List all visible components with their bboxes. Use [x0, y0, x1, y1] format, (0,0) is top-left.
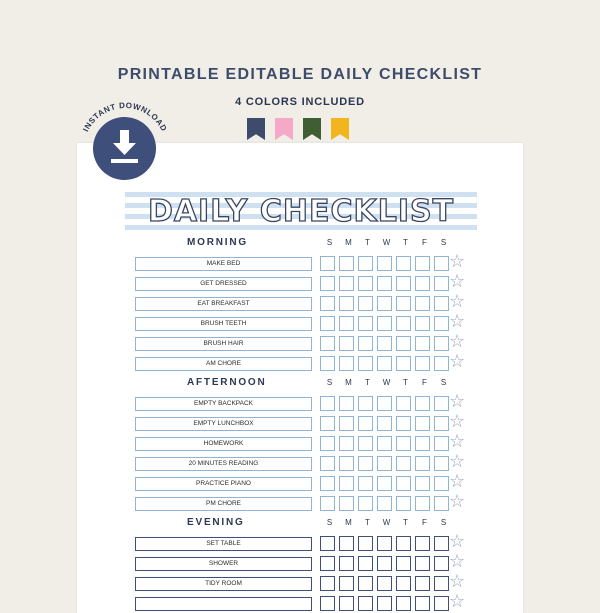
day-checkbox[interactable]	[434, 436, 449, 451]
day-checkbox[interactable]	[396, 396, 411, 411]
star-icon[interactable]: ☆	[449, 351, 466, 372]
task-row	[77, 551, 523, 572]
day-checkbox[interactable]	[377, 276, 392, 291]
day-checkboxes	[320, 296, 453, 311]
day-checkbox[interactable]	[320, 536, 335, 551]
day-checkboxes	[320, 316, 453, 331]
day-checkbox[interactable]	[339, 436, 354, 451]
day-checkbox[interactable]	[396, 456, 411, 471]
day-checkbox[interactable]	[377, 416, 392, 431]
day-checkbox[interactable]	[339, 596, 354, 611]
headline: PRINTABLE EDITABLE DAILY CHECKLIST	[117, 66, 483, 83]
day-checkbox[interactable]	[396, 336, 411, 351]
day-checkbox[interactable]	[339, 476, 354, 491]
day-checkbox[interactable]	[339, 296, 354, 311]
star-icon[interactable]: ☆	[449, 251, 466, 272]
day-checkbox[interactable]	[320, 596, 335, 611]
day-label: S	[326, 378, 333, 387]
day-checkbox[interactable]	[339, 256, 354, 271]
day-checkbox[interactable]	[415, 556, 430, 571]
day-checkbox[interactable]	[377, 536, 392, 551]
day-checkbox[interactable]	[320, 576, 335, 591]
day-checkbox[interactable]	[320, 436, 335, 451]
day-label: M	[345, 238, 352, 247]
day-label: S	[440, 518, 447, 527]
day-checkbox[interactable]	[377, 496, 392, 511]
task-field[interactable]: EMPTY BACKPACK	[135, 397, 312, 411]
day-checkboxes	[320, 496, 453, 511]
day-checkboxes	[320, 436, 453, 451]
checklist-sheet	[77, 143, 523, 613]
day-checkbox[interactable]	[320, 396, 335, 411]
day-checkbox[interactable]	[358, 576, 373, 591]
day-label: T	[403, 518, 408, 527]
sheet-title: DAILY CHECKLIST	[147, 194, 455, 229]
day-checkbox[interactable]	[339, 336, 354, 351]
day-checkbox[interactable]	[434, 496, 449, 511]
star-icon[interactable]: ☆	[449, 491, 466, 512]
day-checkbox[interactable]	[396, 576, 411, 591]
day-checkbox[interactable]	[377, 256, 392, 271]
day-checkbox[interactable]	[358, 356, 373, 371]
day-checkbox[interactable]	[434, 596, 449, 611]
day-checkbox[interactable]	[320, 256, 335, 271]
task-row	[77, 411, 523, 432]
day-checkboxes	[320, 476, 453, 491]
task-field[interactable]: HOMEWORK	[135, 437, 312, 451]
day-checkbox[interactable]	[358, 276, 373, 291]
task-field[interactable]: BRUSH HAIR	[135, 337, 312, 351]
day-label: M	[345, 378, 352, 387]
star-icon[interactable]: ☆	[449, 311, 466, 332]
day-checkbox[interactable]	[339, 396, 354, 411]
instant-download-arc	[70, 94, 180, 204]
day-checkbox[interactable]	[339, 536, 354, 551]
day-checkbox[interactable]	[339, 456, 354, 471]
task-row	[77, 331, 523, 352]
day-checkbox[interactable]	[377, 336, 392, 351]
day-label: W	[382, 238, 391, 247]
day-label: W	[382, 378, 391, 387]
task-row	[77, 491, 523, 512]
day-checkbox[interactable]	[415, 276, 430, 291]
swatch-navy	[247, 118, 265, 140]
day-checkbox[interactable]	[396, 276, 411, 291]
day-checkboxes	[320, 396, 453, 411]
day-checkbox[interactable]	[320, 496, 335, 511]
day-checkbox[interactable]	[358, 496, 373, 511]
day-label: M	[345, 518, 352, 527]
day-label: F	[422, 238, 427, 247]
day-checkbox[interactable]	[434, 416, 449, 431]
star-icon[interactable]: ☆	[449, 591, 466, 612]
day-checkboxes	[320, 416, 453, 431]
day-checkbox[interactable]	[434, 476, 449, 491]
star-icon[interactable]: ☆	[449, 431, 466, 452]
star-icon[interactable]: ☆	[449, 571, 466, 592]
task-row	[77, 351, 523, 372]
day-checkbox[interactable]	[415, 436, 430, 451]
day-checkbox[interactable]	[415, 536, 430, 551]
task-row	[77, 391, 523, 412]
day-header	[320, 378, 453, 387]
day-checkbox[interactable]	[358, 256, 373, 271]
task-field[interactable]: SET TABLE	[135, 537, 312, 551]
day-checkboxes	[320, 556, 453, 571]
day-checkbox[interactable]	[415, 356, 430, 371]
task-field[interactable]: EMPTY LUNCHBOX	[135, 417, 312, 431]
day-checkbox[interactable]	[434, 456, 449, 471]
day-checkbox[interactable]	[415, 396, 430, 411]
day-checkbox[interactable]	[396, 416, 411, 431]
day-checkboxes	[320, 276, 453, 291]
day-label: S	[326, 238, 333, 247]
day-checkbox[interactable]	[320, 556, 335, 571]
day-checkbox[interactable]	[358, 476, 373, 491]
task-field[interactable]: PM CHORE	[135, 497, 312, 511]
day-checkbox[interactable]	[377, 436, 392, 451]
star-icon[interactable]: ☆	[449, 331, 466, 352]
day-checkbox[interactable]	[415, 576, 430, 591]
day-checkboxes	[320, 356, 453, 371]
day-checkbox[interactable]	[396, 356, 411, 371]
star-icon[interactable]: ☆	[449, 391, 466, 412]
day-checkbox[interactable]	[377, 456, 392, 471]
day-label: S	[326, 518, 333, 527]
colors-subtitle: 4 COLORS INCLUDED	[235, 96, 365, 108]
day-checkbox[interactable]	[358, 336, 373, 351]
day-checkbox[interactable]	[396, 436, 411, 451]
day-checkbox[interactable]	[434, 296, 449, 311]
day-checkbox[interactable]	[415, 456, 430, 471]
day-checkbox[interactable]	[358, 396, 373, 411]
day-checkbox[interactable]	[415, 316, 430, 331]
task-field[interactable]: TIDY ROOM	[135, 577, 312, 591]
day-checkbox[interactable]	[377, 596, 392, 611]
task-field[interactable]: EAT BREAKFAST	[135, 297, 312, 311]
day-checkbox[interactable]	[320, 316, 335, 331]
task-row	[77, 311, 523, 332]
star-icon[interactable]: ☆	[449, 551, 466, 572]
day-checkbox[interactable]	[377, 356, 392, 371]
day-checkbox[interactable]	[396, 536, 411, 551]
day-checkbox[interactable]	[415, 596, 430, 611]
day-checkbox[interactable]	[434, 336, 449, 351]
day-checkbox[interactable]	[396, 556, 411, 571]
star-icon[interactable]: ☆	[449, 531, 466, 552]
task-row	[77, 431, 523, 452]
day-checkbox[interactable]	[377, 576, 392, 591]
day-checkbox[interactable]	[377, 396, 392, 411]
task-field[interactable]: MAKE BED	[135, 257, 312, 271]
star-icon[interactable]: ☆	[449, 271, 466, 292]
task-row	[77, 471, 523, 492]
day-checkbox[interactable]	[358, 536, 373, 551]
day-checkbox[interactable]	[415, 256, 430, 271]
day-checkbox[interactable]	[339, 496, 354, 511]
day-checkbox[interactable]	[339, 556, 354, 571]
task-row	[77, 591, 523, 612]
day-checkbox[interactable]	[320, 296, 335, 311]
day-checkbox[interactable]	[320, 476, 335, 491]
task-row	[77, 271, 523, 292]
day-label: T	[403, 378, 408, 387]
day-checkbox[interactable]	[434, 276, 449, 291]
day-checkbox[interactable]	[339, 276, 354, 291]
day-checkbox[interactable]	[358, 456, 373, 471]
day-label: S	[440, 378, 447, 387]
task-row	[77, 451, 523, 472]
svg-text:INSTANT DOWNLOAD	[81, 101, 168, 133]
badge-label: INSTANT DOWNLOAD	[81, 100, 169, 134]
day-checkbox[interactable]	[434, 356, 449, 371]
day-checkbox[interactable]	[339, 416, 354, 431]
task-field[interactable]: BRUSH TEETH	[135, 317, 312, 331]
swatch-green	[303, 118, 321, 140]
day-label: T	[365, 238, 370, 247]
star-icon[interactable]: ☆	[449, 451, 466, 472]
day-checkbox[interactable]	[415, 476, 430, 491]
day-checkbox[interactable]	[358, 596, 373, 611]
day-checkbox[interactable]	[434, 256, 449, 271]
day-checkbox[interactable]	[377, 316, 392, 331]
day-checkbox[interactable]	[415, 496, 430, 511]
day-checkbox[interactable]	[320, 356, 335, 371]
day-checkbox[interactable]	[339, 316, 354, 331]
day-header	[320, 238, 453, 247]
day-label: F	[422, 518, 427, 527]
day-checkboxes	[320, 596, 453, 611]
day-label: W	[382, 518, 391, 527]
day-checkbox[interactable]	[396, 596, 411, 611]
day-checkboxes	[320, 576, 453, 591]
swatch-pink	[275, 118, 293, 140]
day-checkbox[interactable]	[358, 416, 373, 431]
swatch-yellow	[331, 118, 349, 140]
day-label: T	[365, 378, 370, 387]
day-checkboxes	[320, 456, 453, 471]
task-field[interactable]: AM CHORE	[135, 357, 312, 371]
section-label: AFTERNOON	[187, 377, 267, 388]
task-row	[77, 571, 523, 592]
day-checkbox[interactable]	[396, 296, 411, 311]
day-checkbox[interactable]	[434, 536, 449, 551]
day-label: T	[403, 238, 408, 247]
day-checkbox[interactable]	[320, 276, 335, 291]
day-checkbox[interactable]	[339, 356, 354, 371]
day-checkbox[interactable]	[396, 256, 411, 271]
task-field[interactable]: SHOWER	[135, 557, 312, 571]
section-label: EVENING	[187, 517, 245, 528]
task-row	[77, 251, 523, 272]
day-checkbox[interactable]	[396, 476, 411, 491]
task-field[interactable]: 20 MINUTES READING	[135, 457, 312, 471]
day-checkbox[interactable]	[377, 476, 392, 491]
day-checkbox[interactable]	[415, 296, 430, 311]
task-row	[77, 291, 523, 312]
day-checkbox[interactable]	[434, 556, 449, 571]
day-checkbox[interactable]	[339, 576, 354, 591]
day-checkbox[interactable]	[396, 496, 411, 511]
day-checkbox[interactable]	[320, 336, 335, 351]
day-checkbox[interactable]	[396, 316, 411, 331]
day-checkbox[interactable]	[358, 296, 373, 311]
task-field[interactable]	[135, 597, 312, 611]
day-checkboxes	[320, 256, 453, 271]
star-icon[interactable]: ☆	[449, 411, 466, 432]
day-checkbox[interactable]	[320, 416, 335, 431]
day-checkbox[interactable]	[320, 456, 335, 471]
day-checkbox[interactable]	[358, 436, 373, 451]
task-field[interactable]: GET DRESSED	[135, 277, 312, 291]
task-row	[77, 531, 523, 552]
day-label: T	[365, 518, 370, 527]
day-label: F	[422, 378, 427, 387]
day-checkbox[interactable]	[415, 416, 430, 431]
star-icon[interactable]: ☆	[449, 291, 466, 312]
day-checkbox[interactable]	[434, 576, 449, 591]
day-checkbox[interactable]	[358, 316, 373, 331]
color-swatches	[247, 118, 349, 140]
section-label: MORNING	[187, 237, 248, 248]
day-label: S	[440, 238, 447, 247]
day-checkbox[interactable]	[434, 396, 449, 411]
day-header	[320, 518, 453, 527]
day-checkbox[interactable]	[377, 556, 392, 571]
day-checkboxes	[320, 536, 453, 551]
day-checkbox[interactable]	[358, 556, 373, 571]
star-icon[interactable]: ☆	[449, 471, 466, 492]
day-checkboxes	[320, 336, 453, 351]
task-field[interactable]: PRACTICE PIANO	[135, 477, 312, 491]
day-checkbox[interactable]	[434, 316, 449, 331]
day-checkbox[interactable]	[415, 336, 430, 351]
day-checkbox[interactable]	[377, 296, 392, 311]
